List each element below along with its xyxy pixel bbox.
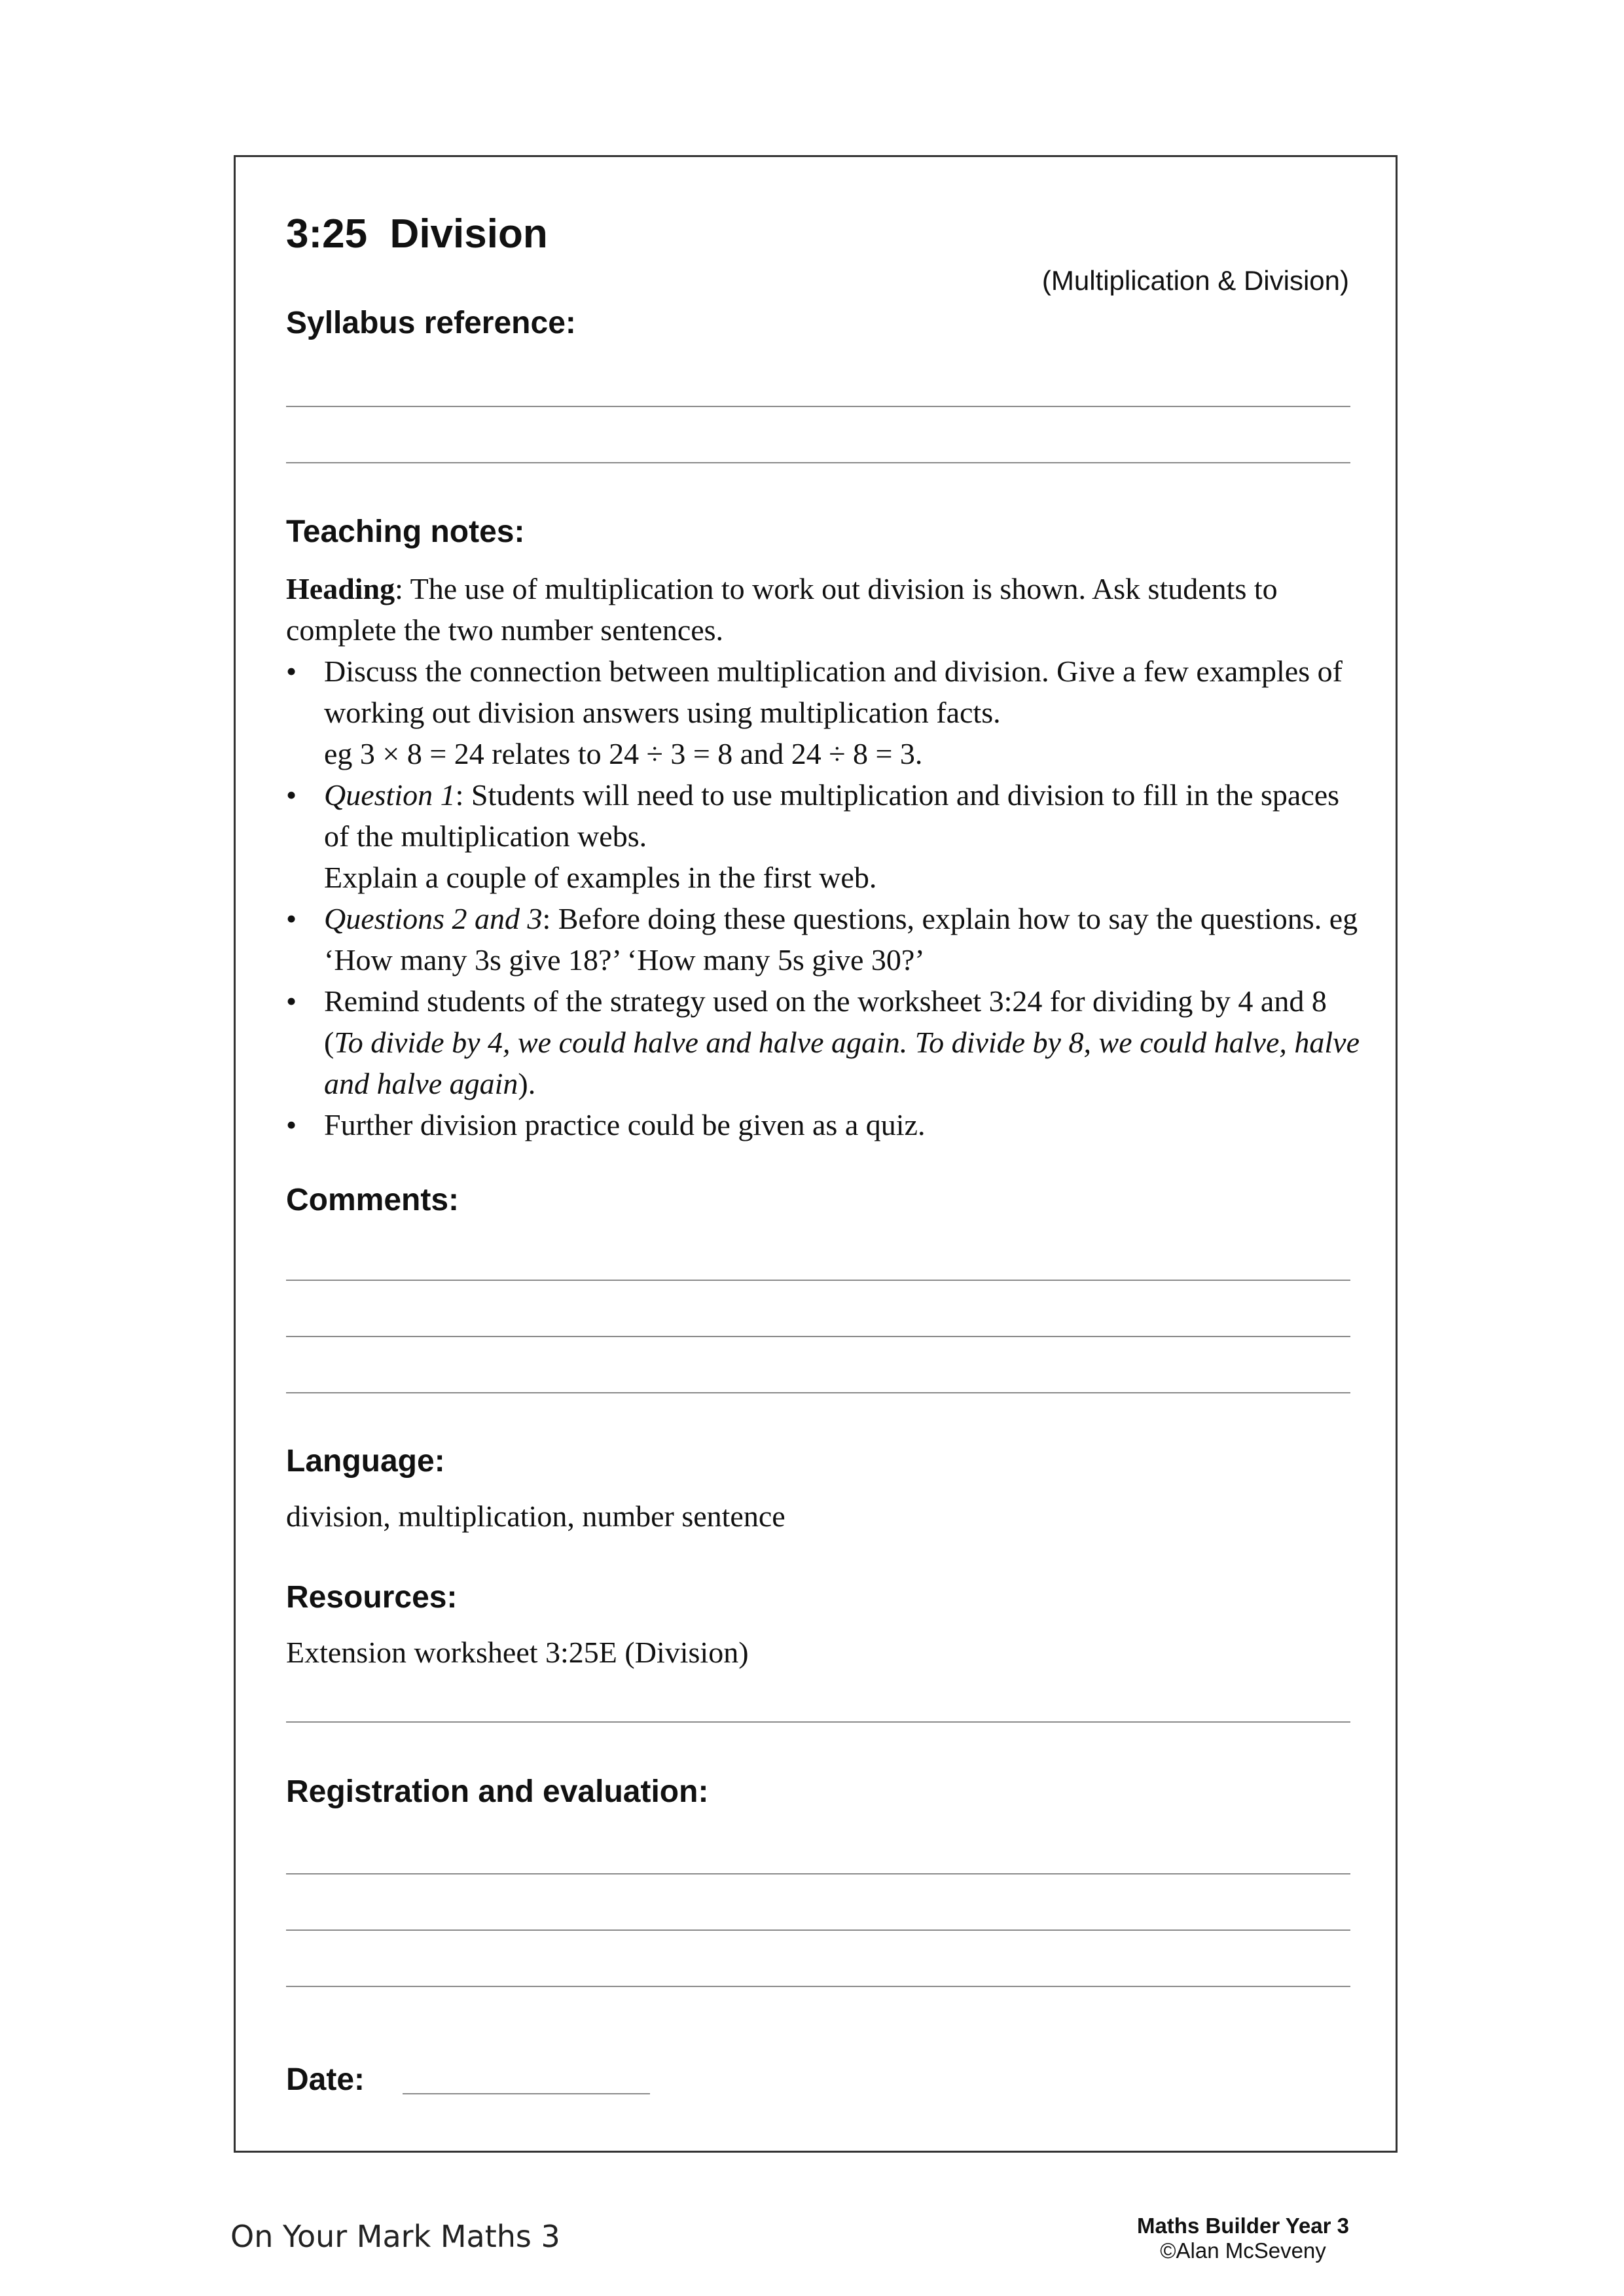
bullet-italic: Questions 2 and 3: [324, 902, 543, 935]
teaching-notes-body: [286, 568, 1360, 1145]
date-write-line: [403, 2093, 650, 2094]
footer-book-title: On Your Mark Maths 3: [230, 2219, 560, 2254]
bullet-italic: Question 1: [324, 778, 456, 812]
bullet-extra: Explain a couple of examples in the first web.: [324, 861, 877, 894]
page-frame: [234, 155, 1398, 2153]
bullet-icon: •: [286, 902, 297, 935]
bullet-item-connection: [286, 651, 1360, 774]
heading-note: [286, 568, 1360, 651]
bullet-item-strategy: [286, 980, 1360, 1104]
bullet-item-questions-2-3: [286, 898, 1360, 980]
registration-label: Registration and evaluation:: [286, 1774, 709, 1809]
bullet-text: : Students will need to use multiplication and division to fill in the spaces of the multiplication webs.: [324, 778, 1340, 853]
bullet-text: Discuss the connection between multiplication and division. Give a few examples of working out division answers using multiplication facts.: [324, 655, 1343, 729]
bullet-icon: •: [286, 655, 297, 688]
footer-credit: [1137, 2214, 1349, 2263]
comments-write-line-2: [286, 1336, 1350, 1337]
bullet-italic: To divide by 4, we could halve and halve again. To divide by 8, we could halve, halve and halve again: [324, 1026, 1360, 1100]
bullet-end: ).: [518, 1067, 536, 1100]
resources-text: Extension worksheet 3:25E (Division): [286, 1636, 749, 1669]
bullet-icon: •: [286, 778, 297, 812]
syllabus-write-line-2: [286, 462, 1350, 463]
comments-label: Comments:: [286, 1183, 460, 1217]
footer-series-title: Maths Builder Year 3: [1136, 2214, 1349, 2238]
teaching-bullets: [286, 651, 1360, 1145]
registration-write-line-1: [286, 1873, 1350, 1874]
heading-word: Heading: [286, 572, 395, 605]
syllabus-reference-label: Syllabus reference:: [286, 306, 576, 340]
syllabus-write-line-1: [286, 406, 1350, 407]
bullet-icon: •: [286, 984, 297, 1018]
bullet-text: Further division practice could be given as a quiz.: [324, 1108, 926, 1141]
bullet-text: : Before doing these questions, explain how to say the questions. eg ‘How many 3s give 18?’ ‘How many 5s give 30?’: [324, 902, 1358, 977]
page-title: 3:25 Division: [286, 211, 548, 257]
resources-write-line: [286, 1721, 1350, 1723]
registration-write-line-3: [286, 1986, 1350, 1987]
bullet-example: eg 3 × 8 = 24 relates to 24 ÷ 3 = 8 and 24 ÷ 8 = 3.: [324, 737, 923, 770]
language-text: division, multiplication, number sentence: [286, 1499, 785, 1533]
registration-write-line-2: [286, 1929, 1350, 1931]
resources-label: Resources:: [286, 1580, 458, 1615]
bullet-item-question-1: [286, 774, 1360, 898]
date-label: Date:: [286, 2062, 365, 2097]
bullet-icon: •: [286, 1108, 297, 1141]
teaching-notes-label: Teaching notes:: [286, 514, 525, 549]
comments-write-line-3: [286, 1392, 1350, 1393]
comments-write-line-1: [286, 1280, 1350, 1281]
heading-text: : The use of multiplication to work out division is shown. Ask students to complete the two number sentences.: [286, 572, 1278, 647]
bullet-item-quiz: [286, 1104, 1360, 1145]
footer-copyright: ©Alan McSeveny: [1160, 2238, 1326, 2263]
bullet-text: Remind students of the strategy used on the worksheet 3:24 for dividing by 4 and 8 (: [324, 984, 1327, 1059]
language-label: Language:: [286, 1444, 445, 1479]
strand-label: (Multiplication & Division): [1041, 265, 1349, 296]
